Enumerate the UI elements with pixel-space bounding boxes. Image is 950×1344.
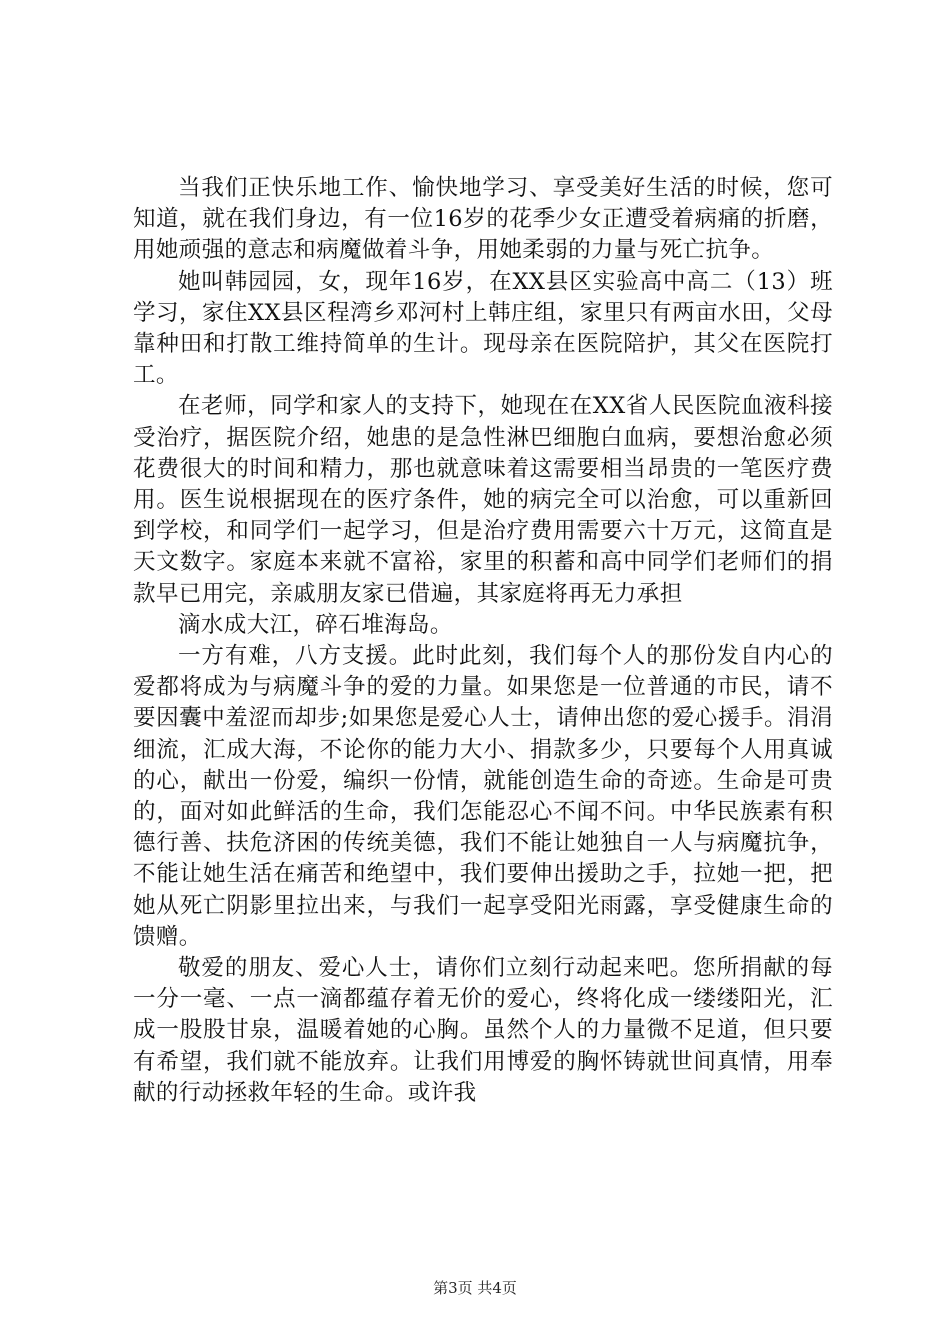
paragraph-3: 在老师，同学和家人的支持下，她现在在XX省人民医院血液科接受治疗，据医院介绍，她患的是急性淋巴细胞白血病，要想治愈必须花费很大的时间和精力，那也就意味着这需要相当昂贵的一笔医疗费用。医生说根据现在的医疗条件，她的病完全可以治愈，可以重新回到学校，和同学们一起学习，但是治疗费用需要六十万元，这简直是天文数字。家庭本来就不富裕，家里的积蓄和高中同学们老师们的捐款早已用完，亲戚朋友家已借遍，其家庭将再无力承担 [133,393,833,607]
document-body [133,173,833,1109]
page-footer [0,1278,950,1298]
paragraph-4: 滴水成大江，碎石堆海岛。 [178,611,453,638]
paragraph-6: 敬爱的朋友、爱心人士，请你们立刻行动起来吧。您所捐献的每一分一毫、一点一滴都蕴存着无价的爱心，终将化成一缕缕阳光，汇成一股股甘泉，温暖着她的心胸。虽然个人的力量微不足道，但只要有希望，我们就不能放弃。让我们用博爱的胸怀铸就世间真情，用奉献的行动拯救年轻的生命。或许我 [133,955,833,1106]
paragraph-5: 一方有难，八方支援。此时此刻，我们每个人的那份发自内心的爱都将成为与病魔斗争的爱的力量。如果您是一位普通的市民，请不要因囊中羞涩而却步;如果您是爱心人士，请伸出您的爱心援手。涓涓细流，汇成大海，不论你的能力大小、捐款多少，只要每个人用真诚的心，献出一份爱，编织一份情，就能创造生命的奇迹。生命是可贵的，面对如此鲜活的生命，我们怎能忍心不闻不问。中华民族素有积德行善、扶危济困的传统美德，我们不能让她独自一人与病魔抗争，不能让她生活在痛苦和绝望中，我们要伸出援助之手，拉她一把，把她从死亡阴影里拉出来，与我们一起享受阳光雨露，享受健康生命的馈赠。 [133,643,833,950]
paragraph-1: 当我们正快乐地工作、愉快地学习、享受美好生活的时候，您可知道，就在我们身边，有一位16岁的花季少女正遭受着病痛的折磨，用她顽强的意志和病魔做着斗争，用她柔弱的力量与死亡抗争。 [133,175,833,264]
page-number-label: 第3页 共4页 [433,1279,517,1297]
paragraph-2: 她叫韩园园，女，现年16岁，在XX县区实验高中高二（13）班学习，家住XX县区程湾乡邓河村上韩庄组，家里只有两亩水田，父母靠种田和打散工维持简单的生计。现母亲在医院陪护，其父在医院打工。 [133,268,833,389]
